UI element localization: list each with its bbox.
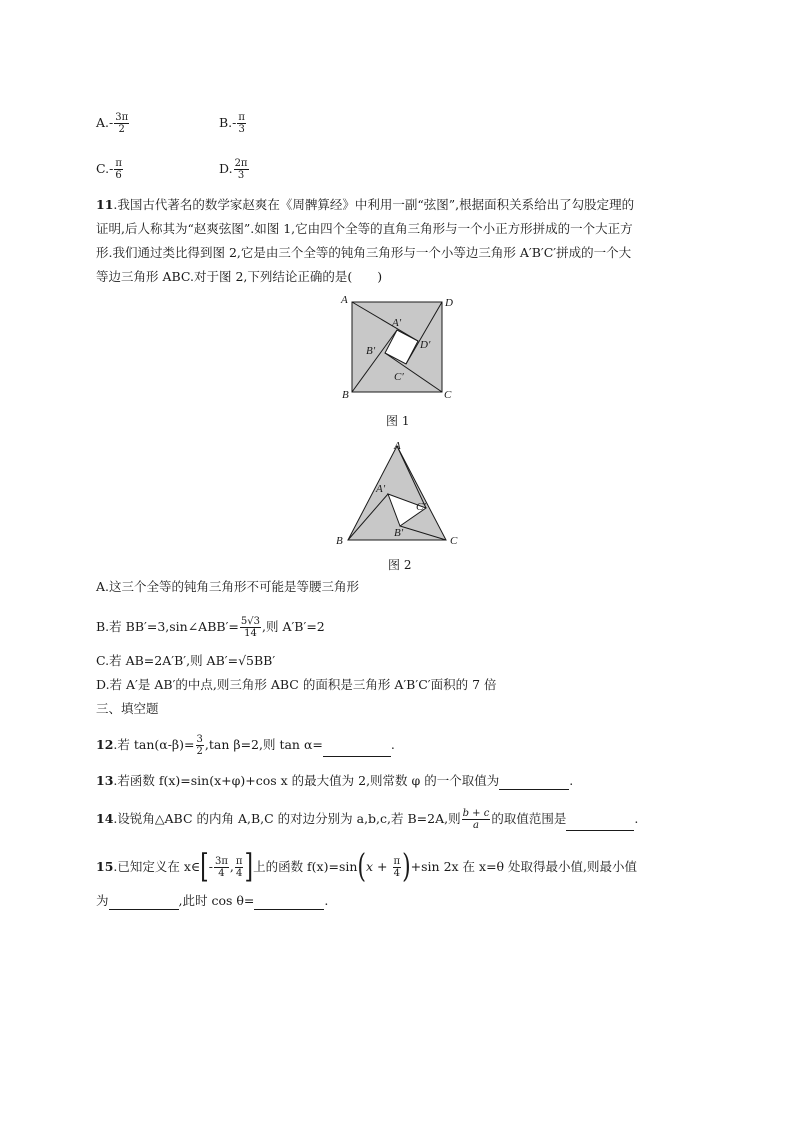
q15-line-2: [96, 892, 328, 910]
fraction: [237, 112, 246, 135]
period: .: [390, 737, 395, 752]
q11-line-2: 证明,后人称其为“赵爽弦图”.如图 1,它由四个全等的直角三角形与一个小正方形拼成的一个大正方: [96, 221, 633, 236]
label-a-prime: A′: [376, 483, 386, 495]
denominator: 4: [218, 868, 225, 879]
q11-option-d: D.若 A′是 AB′的中点,则三角形 ABC 的面积是三角形 A′B′C′面积的 7 倍: [96, 677, 497, 692]
q11-option-b: [96, 616, 325, 639]
fraction: [234, 158, 249, 181]
label-b-prime: B′: [394, 527, 404, 539]
denominator: 4: [236, 868, 243, 879]
answer-blank-cos[interactable]: [254, 895, 324, 910]
answer-blank[interactable]: [323, 742, 391, 757]
question-text: 的取值范围是: [491, 811, 567, 826]
option-label: C.-: [96, 161, 114, 176]
numerator: 5√3: [240, 616, 260, 627]
argument: x +: [366, 859, 392, 874]
label-b-prime: B′: [366, 345, 376, 357]
q12: [96, 734, 395, 757]
q15-line-1: [96, 848, 638, 886]
figure-2-diagram: [330, 436, 470, 552]
denominator: 2: [196, 746, 203, 757]
label-a: A: [394, 440, 401, 452]
label-a-prime: A′: [392, 317, 402, 329]
label-c-prime: C′: [416, 501, 426, 513]
question-text: .已知定义在 x∈: [113, 859, 201, 874]
fraction: [240, 616, 261, 639]
label-a: A: [341, 294, 348, 306]
label-c: C: [444, 389, 452, 401]
left-bracket: [: [200, 848, 209, 886]
label-d: D: [445, 297, 453, 309]
left-paren: (: [357, 848, 367, 886]
numerator: π: [115, 158, 122, 169]
numerator: 3π: [115, 112, 129, 123]
q11-line-4: 等边三角形 ABC.对于图 2,下列结论正确的是( ): [96, 269, 383, 284]
q11-option-c: C.若 AB=2A′B′,则 AB′=√5BB′: [96, 653, 276, 668]
q10-option-a: [96, 112, 130, 135]
numerator: π: [235, 856, 243, 867]
question-number: 11: [96, 197, 114, 212]
question-text: .我国古代著名的数学家赵爽在《周髀算经》中利用一副“弦图”,根据面积关系给出了勾股定理的: [113, 197, 635, 212]
question-number: 13: [96, 773, 114, 788]
figure-1-diagram: [336, 292, 466, 404]
fraction: [114, 112, 129, 135]
comma: ,: [229, 859, 234, 874]
section-title: 三、填空题: [96, 701, 159, 716]
label-c-prime: C′: [394, 371, 404, 383]
q11-line-3: 形.我们通过类比得到图 2,它是由三个全等的钝角三角形与一个小等边三角形 A′B′C′拼成的一个大: [96, 245, 632, 260]
fraction: [235, 856, 244, 879]
q10-option-c: [96, 158, 124, 181]
q13: [96, 772, 573, 790]
option-label: A.-: [96, 115, 114, 130]
question-number: 12: [96, 737, 114, 752]
denominator: 4: [393, 868, 400, 879]
label-c: C: [450, 535, 458, 547]
option-label: D.: [219, 161, 233, 176]
question-text: ,此时 cos θ=: [178, 893, 255, 908]
numerator: b + c: [462, 808, 490, 819]
question-text: 为: [96, 893, 109, 908]
denominator: 3: [237, 170, 245, 181]
question-number: 14: [96, 811, 114, 826]
question-number: 15: [96, 859, 114, 874]
period: .: [569, 773, 574, 788]
q10-option-b: [219, 112, 247, 135]
question-text: .若 tan(α-β)=: [113, 737, 195, 752]
label-b: B: [342, 389, 349, 401]
denominator: 3: [238, 124, 245, 135]
option-text: ,则 A′B′=2: [262, 619, 325, 634]
denominator: 6: [115, 170, 122, 181]
numerator: 3π: [214, 856, 228, 867]
fraction: [196, 734, 204, 757]
q11-option-a: A.这三个全等的钝角三角形不可能是等腰三角形: [96, 579, 360, 594]
question-text: .若函数 f(x)=sin(x+φ)+cos x 的最大值为 2,则常数 φ 的一个取值为: [113, 773, 500, 788]
period: .: [324, 893, 329, 908]
question-text: +sin 2x 在 x=θ 处取得最小值,则最小值: [410, 859, 638, 874]
fraction: [393, 856, 402, 879]
denominator: 2: [118, 124, 125, 135]
option-label: B.-: [219, 115, 237, 130]
answer-blank[interactable]: [566, 816, 634, 831]
right-bracket: ]: [244, 848, 254, 886]
q14: [96, 808, 638, 831]
answer-blank[interactable]: [499, 775, 569, 790]
figure-2-caption: 图 2: [388, 558, 412, 572]
numerator: 3: [196, 734, 203, 745]
numerator: 2π: [234, 158, 248, 169]
denominator: 14: [244, 628, 257, 639]
option-text: B.若 BB′=3,sin∠ABB′=: [96, 619, 239, 634]
label-d-prime: D′: [420, 339, 431, 351]
answer-blank-min[interactable]: [109, 895, 179, 910]
numerator: π: [393, 856, 401, 867]
fraction: [214, 856, 229, 879]
numerator: π: [238, 112, 245, 123]
period: .: [634, 811, 639, 826]
figure-1-caption: 图 1: [386, 414, 410, 428]
right-paren: ): [402, 848, 411, 886]
question-text: .设锐角△ABC 的内角 A,B,C 的对边分别为 a,b,c,若 B=2A,则: [113, 811, 461, 826]
fraction: [114, 158, 123, 181]
q11-line-1: [96, 196, 634, 214]
fraction: [462, 808, 491, 831]
q10-option-d: [219, 158, 250, 181]
question-text: 上的函数 f(x)=sin: [253, 859, 358, 874]
question-text: ,tan β=2,则 tan α=: [204, 737, 323, 752]
label-b: B: [336, 535, 343, 547]
denominator: a: [472, 820, 479, 831]
minus-sign: -: [208, 859, 213, 874]
outer-triangle: [348, 446, 446, 540]
